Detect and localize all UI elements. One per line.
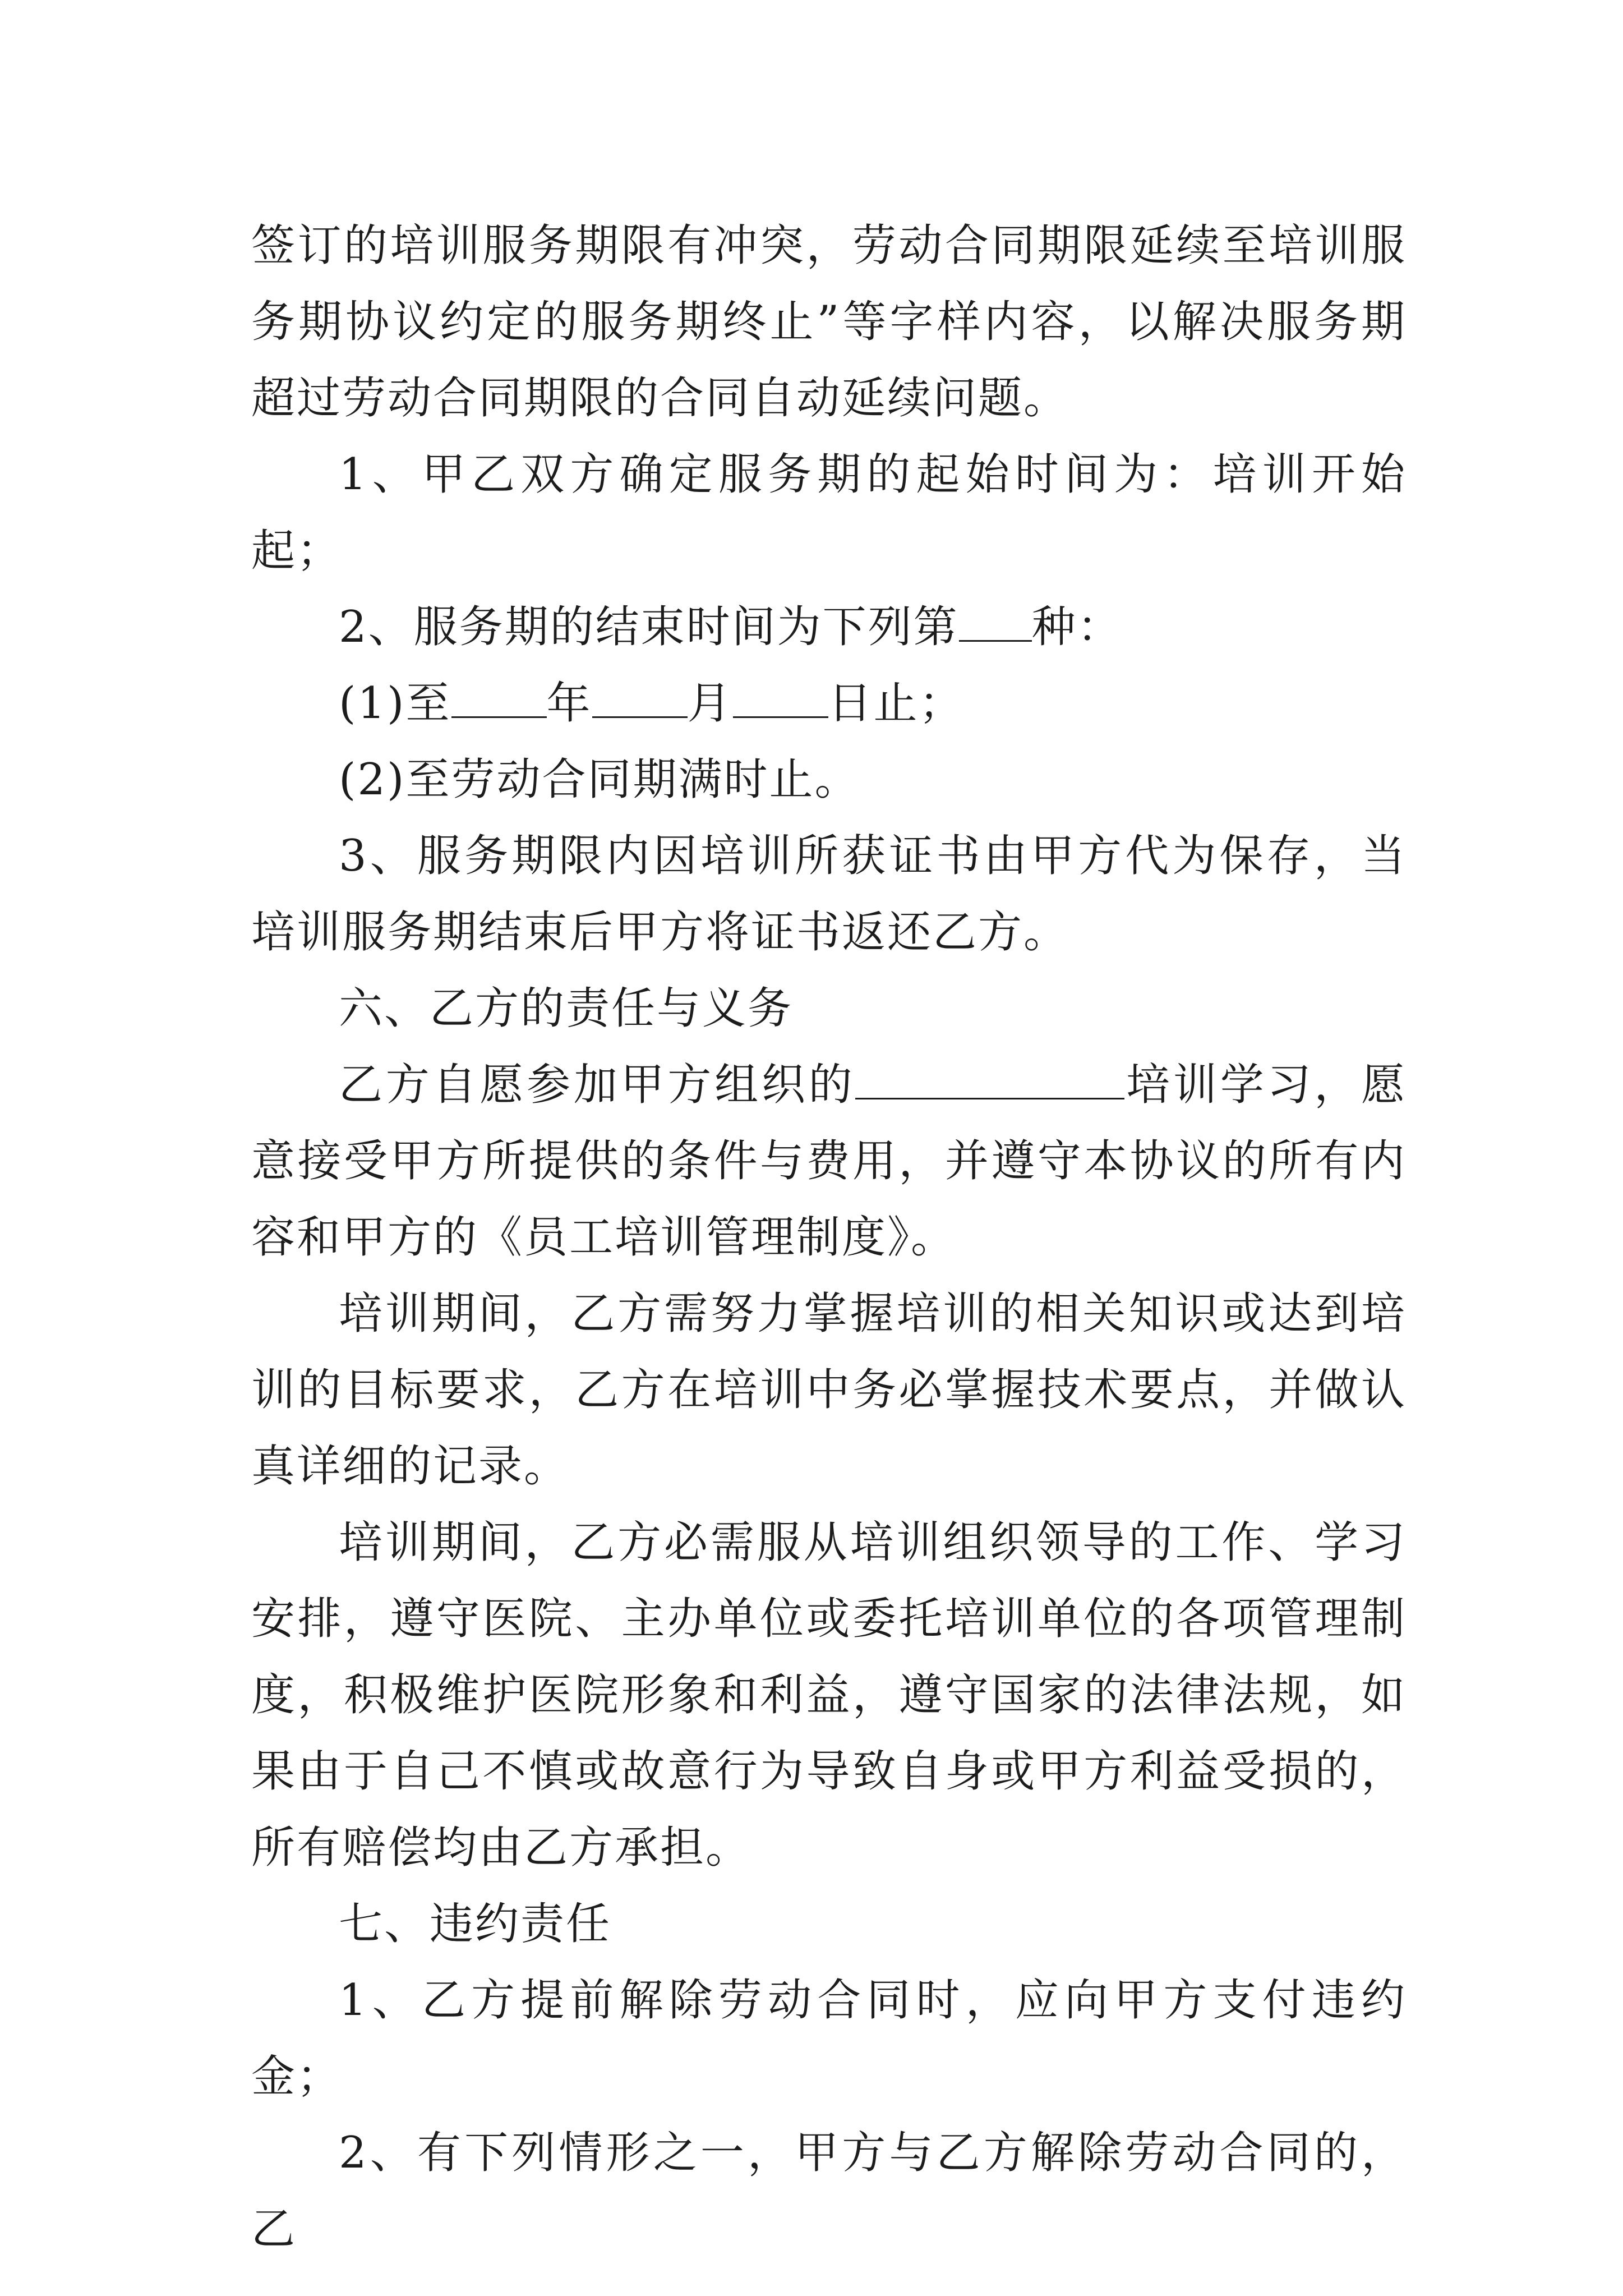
label-month: 月 [687,678,733,729]
sub-item-date-prefix: (1)至 [339,678,451,729]
document-body [251,208,1407,2267]
item-7-2: 2、有下列情形之一，甲方与乙方解除劳动合同的，乙 [251,2128,1407,2254]
item-service-end-suffix: 种： [1031,602,1123,652]
paragraph-6c: 培训期间，乙方必需服从培训组织领导的工作、学习安排，遵守医院、主办单位或委托培训单位的各项管理制度，积极维护医院形象和利益，遵守国家的法律法规，如果由于自己不慎或故意行为导致自身或甲方利益受损的，所有赔偿均由乙方承担。 [251,1517,1407,1873]
label-year: 年 [546,678,592,729]
label-day: 日止； [828,678,965,729]
blank-year [451,674,547,718]
heading-section-7: 七、违约责任 [339,1899,612,1949]
heading-section-6: 六、乙方的责任与义务 [339,983,794,1034]
item-certificate: 3、服务期限内因培训所获证书由甲方代为保存，当培训服务期结束后甲方将证书返还乙方。 [251,831,1407,958]
item-service-end [251,589,1407,665]
paragraph-6a [251,1047,1407,1276]
item-7-1: 1、乙方提前解除劳动合同时，应向甲方支付违约金； [251,1975,1407,2102]
blank-day [733,674,828,718]
blank-training-name [855,1055,1124,1099]
item-service-end-text: 2、服务期的结束时间为下列第 [339,602,959,652]
blank-month [592,674,688,718]
sub-item-contract-end: (2)至劳动合同期满时止。 [339,754,860,805]
paragraph-6a-rest: 培训学习，愿意接受甲方所提供的条件与费用，并遵守本协议的所有内容和甲方的《员工培训管理制度》。 [251,1060,1407,1263]
item-service-start: 1、甲乙双方确定服务期的起始时间为：培训开始起； [251,449,1407,576]
sub-item-date [251,665,1407,742]
blank-choice [959,597,1032,642]
paragraph-continuation: 签订的培训服务期限有冲突，劳动合同期限延续至培训服务期协议约定的服务期终止”等字样内容，以解决服务期超过劳动合同期限的合同自动延续问题。 [251,220,1407,424]
paragraph-6b: 培训期间，乙方需努力掌握培训的相关知识或达到培训的目标要求，乙方在培训中务必掌握技术要点，并做认真详细的记录。 [251,1289,1407,1492]
paragraph-6a-start: 乙方自愿参加甲方组织的 [339,1060,856,1110]
